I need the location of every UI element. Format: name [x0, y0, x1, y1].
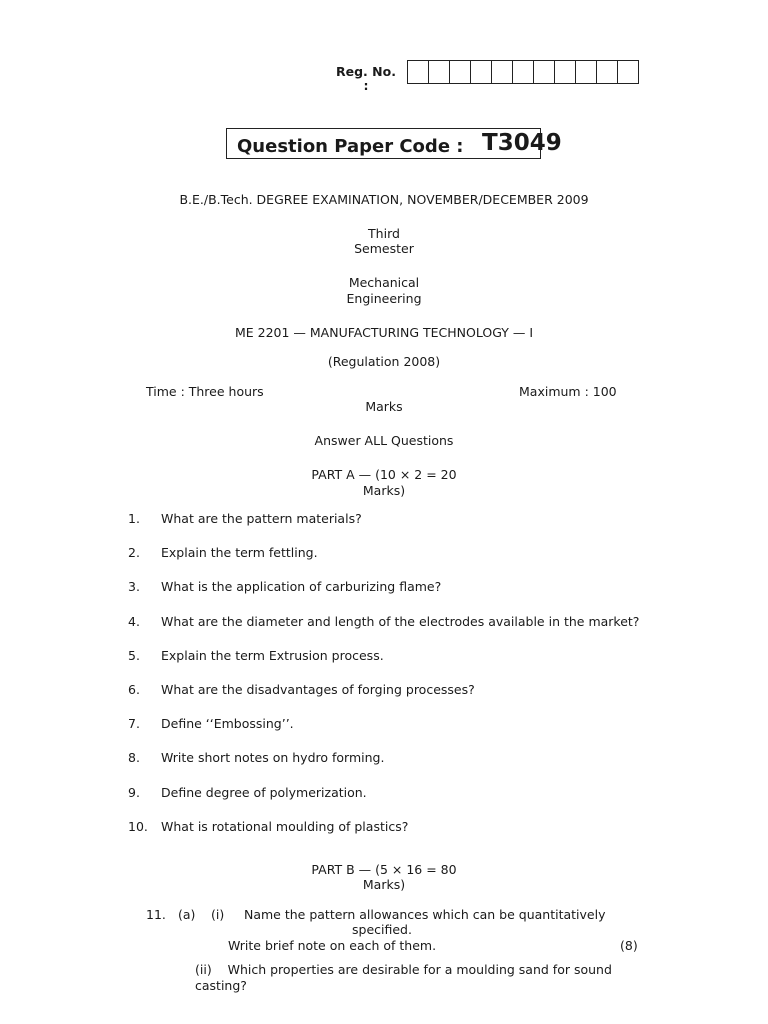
reg-no-boxes: [408, 60, 639, 84]
q11-ii-text-line1: (ii) Which properties are desirable for a moulding sand for sound: [195, 962, 612, 977]
q11-sub-a: (a): [178, 907, 196, 922]
question-number: 2.: [128, 545, 140, 560]
reg-no-digit-box: [449, 60, 471, 84]
question-paper-code-value: T3049: [482, 130, 562, 156]
part-a-heading-line2: Marks): [362, 483, 406, 498]
reg-no-digit-box: [407, 60, 429, 84]
q11-i-text-line1: Name the pattern allowances which can be quantitatively: [244, 907, 606, 922]
semester-line1: Third: [368, 226, 400, 241]
reg-no-digit-box: [491, 60, 513, 84]
q11-roman-i: (i): [211, 907, 225, 922]
max-marks-line2: Marks: [365, 399, 403, 414]
question-text: Define degree of polymerization.: [161, 785, 367, 800]
question-text: What are the disadvantages of forging processes?: [161, 682, 475, 697]
reg-no-digit-box: [533, 60, 555, 84]
question-text: What is the application of carburizing flame?: [161, 579, 442, 594]
question-number: 5.: [128, 648, 140, 663]
question-text: Explain the term Extrusion process.: [161, 648, 384, 663]
question-text: What are the pattern materials?: [161, 511, 362, 526]
q11-i-text-line2: specified.: [352, 922, 412, 937]
question-number: 9.: [128, 785, 140, 800]
q11-i-text-line3: Write brief note on each of them.: [228, 938, 437, 953]
reg-no-digit-box: [575, 60, 597, 84]
exam-title: B.E./B.Tech. DEGREE EXAMINATION, NOVEMBER/DECEMBER 2009: [179, 192, 589, 207]
instruction: Answer ALL Questions: [314, 433, 454, 448]
question-number: 10.: [128, 819, 148, 834]
reg-no-text: Reg. No.: [336, 64, 396, 79]
question-number: 8.: [128, 750, 140, 765]
question-number: 6.: [128, 682, 140, 697]
part-a-heading-line1: PART A — (10 × 2 = 20: [311, 467, 457, 482]
reg-no-digit-box: [617, 60, 639, 84]
time-allowed: Time : Three hours: [146, 384, 264, 399]
reg-no-colon: :: [363, 78, 369, 93]
part-b-heading-line2: Marks): [362, 877, 406, 892]
max-marks-line1: Maximum : 100: [519, 384, 617, 399]
q11-i-marks: (8): [620, 938, 638, 953]
branch-line2: Engineering: [346, 291, 422, 306]
reg-no-digit-box: [428, 60, 450, 84]
reg-no-digit-box: [512, 60, 534, 84]
q11-number: 11.: [146, 907, 166, 922]
question-paper-code-label: Question Paper Code :: [237, 136, 464, 157]
question-number: 4.: [128, 614, 140, 629]
q11-ii-text-line2: casting?: [195, 978, 247, 993]
branch-line1: Mechanical: [348, 275, 420, 290]
question-text: Define ‘‘Embossing’’.: [161, 716, 294, 731]
reg-no-digit-box: [554, 60, 576, 84]
question-text: Explain the term fettling.: [161, 545, 318, 560]
reg-no-digit-box: [596, 60, 618, 84]
question-text: Write short notes on hydro forming.: [161, 750, 385, 765]
question-number: 1.: [128, 511, 140, 526]
reg-no-digit-box: [470, 60, 492, 84]
question-text: What is rotational moulding of plastics?: [161, 819, 409, 834]
course-title: ME 2201 — MANUFACTURING TECHNOLOGY — I: [234, 325, 534, 340]
question-number: 7.: [128, 716, 140, 731]
regulation: (Regulation 2008): [327, 354, 441, 369]
question-text: What are the diameter and length of the electrodes available in the market?: [161, 614, 640, 629]
semester-line2: Semester: [354, 241, 414, 256]
reg-no-label: [336, 65, 396, 93]
question-number: 3.: [128, 579, 140, 594]
part-b-heading-line1: PART B — (5 × 16 = 80: [311, 862, 457, 877]
